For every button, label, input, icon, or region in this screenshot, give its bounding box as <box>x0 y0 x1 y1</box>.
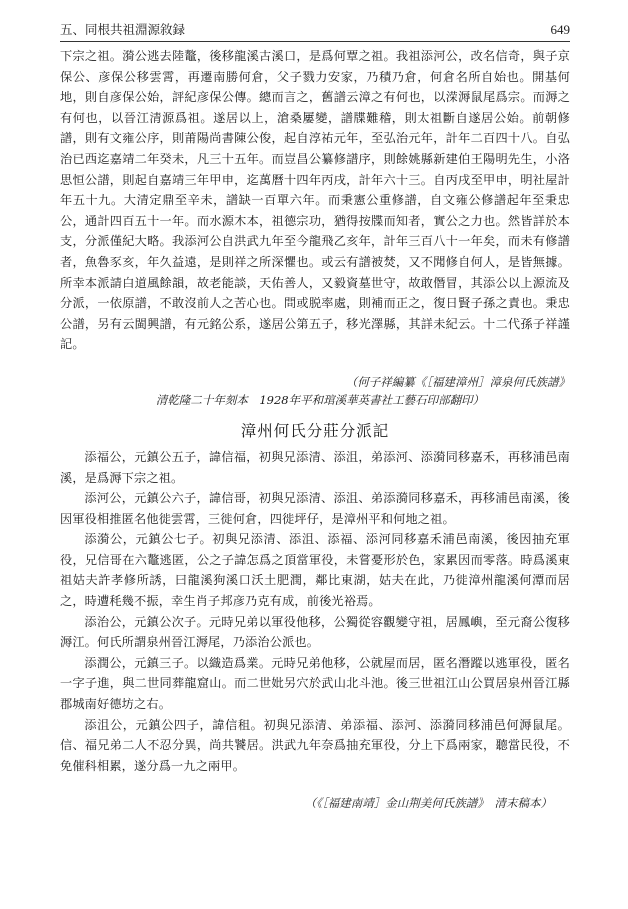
paragraph: 添治公，元鎮公次子。元時兄弟以軍役他移，公獨從容觀變守祖，居鳳嶼，至元裔公復移溽江。何氏所謂泉州晉江溽尾，乃添治公派也。 <box>60 614 570 650</box>
page-body <box>60 46 570 812</box>
source-citation-edition: 清乾隆二十年刻本 1928年平和琯溪華英書社工藝石印部翻印） <box>155 392 485 407</box>
paragraph: 添漪公，元鎮公七子。初與兄添清、添沮、添福、添河同移嘉禾浦邑南溪，後因抽充軍役，兄信哥在六鼇逃匿，公之子諱怎爲之頂當軍役，未嘗憂形於色，家累因而零落。時爲溪東祖姑夫許孝修所誘，曰龍溪狗溪口沃土肥潤，鄰比東湖，姑夫在此，乃徙漳州龍溪何潭而居之，時遭秏幾不振，幸生肖子邦彦乃克有成，前後光裕焉。 <box>60 532 570 609</box>
source-citation: （《［福建南靖］金山荆美何氏族譜》 清末稿本） <box>304 796 552 811</box>
paragraph: 添福公，元鎮公五子，諱信福，初與兄添清、添沮，弟添河、添漪同移嘉禾，再移浦邑南溪，是爲溽下宗之祖。 <box>60 449 570 485</box>
source-citation: （何子祥編纂《［福建漳州］漳泉何氏族譜》 <box>345 374 570 389</box>
paragraph: 下宗之祖。漪公逃去陸鼇，後移龍溪古溪口，是爲何覃之祖。我祖添河公，改名信奇，與子京保公、彦保公移雲霄，再遷南勝何倉，父子戮力安家，乃積乃倉，何倉名所自始也。開基何地，則自彦保公始，評紀彦保公傳。總而言之，舊譜云漳之有何也，以溁溽鼠尾爲宗。而溽之有何也，以晉江清源爲祖。遂居以上，滄桑屢變，譜牒難稽，則太祖斷自遂居公始。前朝修譜，則有文雍公序，則莆陽尚書陳公俊，起自淳祐元年，至弘治元年，計年二百四十八。自弘治已西迄嘉靖二年癸未，凡三十五年。而豈昌公纂修譜序，則餘姚縣新建伯王陽明先生，小洛思恒公譜，則起自嘉靖三年甲申，迄萬曆十四年丙戌，計年六十三。自丙戌至甲申，明社屋計年五十九。大清定鼎至辛未，譜缺一百單六年。而秉憲公重修譜，自文雍公修譜起年至秉忠公，通計四百五十一年。而水源木本，祖德宗功，猶得按牒而知者，實公之力也。然皆詳於本支，分派僅紀大略。我添河公自洪武九年至今龍飛乙亥年，計年三百八十一年矣，而未有修譜者，魚魯豕亥，年久益遠，是則祥之所深懼也。或云有譜被焚，又不聞修自何人，是皆無據。所幸本派請白道風餘韻，故老能談，天佑善人，又毅資墓世守，故敢僭冒，其添公以上源流及分派，一依原譜，不敢沒前人之苦心也。問或脱率處，則補而正之，復日賢子孫之責也。秉忠公譜，另有云閩興譜，有元銘公系，遂居公第五子，移光澤縣，其詳未紀云。十二代孫子祥謹記。 <box>60 49 570 352</box>
paragraph: 添沮公，元鎮公四子，諱信租。初與兄添清、弟添福、添河、添漪同移浦邑何溽鼠尾。信、福兄弟二人不忍分異，尚共饕居。洪武九年奈爲抽充軍役，分上下爲兩家，聽當民役，不免催科相累，遂分爲一九之兩甲。 <box>60 717 570 773</box>
article-title: 漳州何氏分莊分派記 <box>240 421 390 440</box>
running-header <box>60 18 570 42</box>
section-heading: 五、同根共祖淵源敘録 <box>60 22 186 37</box>
paragraph: 添潤公，元鎮三子。以織造爲業。元時兄弟他移，公就屋而居，匿名潛蹤以逃軍役，匿名一字子進，與二世同葬龍窟山。而二世妣另穴於武山北斗池。後三世祖江山公買居泉州晉江縣郡城南好德坊之右。 <box>60 655 570 712</box>
page-number: 649 <box>550 22 570 37</box>
paragraph: 添河公，元鎮公六子，諱信哥，初與兄添清、添沮、弟添漪同移嘉禾，再移浦邑南溪，後因軍役相推匿名他徙雲霄，三徙何倉，四徙坪仔，是漳州平和何地之祖。 <box>60 491 570 526</box>
